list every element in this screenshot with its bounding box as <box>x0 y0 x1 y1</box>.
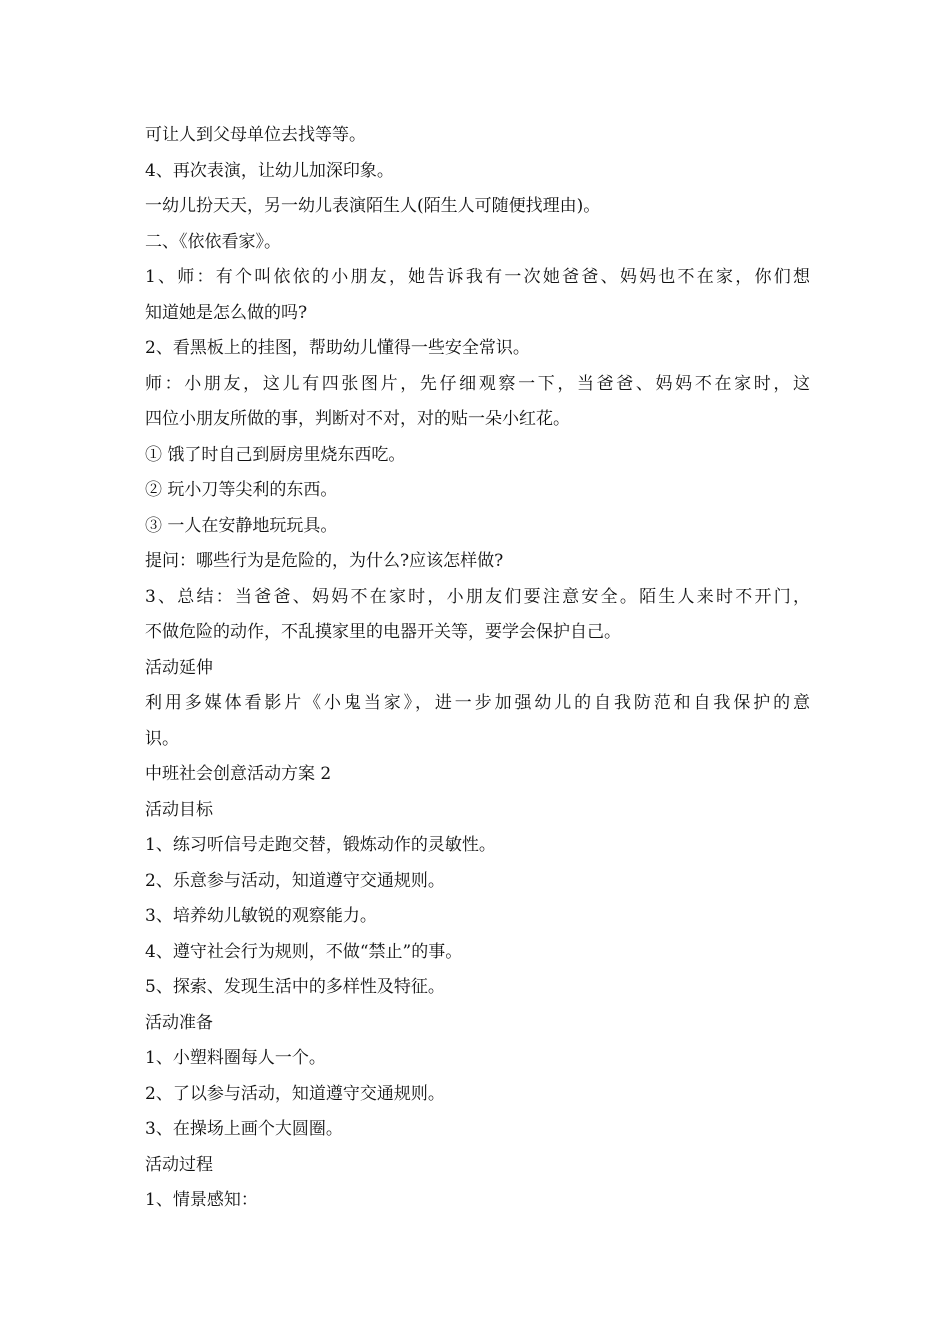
list-item: 5、探索、发现生活中的多样性及特征。 <box>145 977 445 997</box>
document-title: 中班社会创意活动方案 2 <box>145 764 332 784</box>
section-heading: 活动准备 <box>145 1012 213 1033</box>
list-item: 1、练习听信号走跑交替，锻炼动作的灵敏性。 <box>145 835 496 855</box>
text-line: 4、再次表演，让幼儿加深印象。 <box>145 160 394 181</box>
list-item: ② 玩小刀等尖利的东西。 <box>145 480 338 500</box>
text-line: 可让人到父母单位去找等等。 <box>145 125 366 145</box>
list-item: 3、培养幼儿敏锐的观察能力。 <box>145 906 377 926</box>
text-line: 识。 <box>145 728 179 749</box>
text-line: 提问：哪些行为是危险的，为什么?应该怎样做? <box>145 551 504 571</box>
list-item: 3、在操场上画个大圆圈。 <box>145 1119 343 1139</box>
list-item: 2、乐意参与活动，知道遵守交通规则。 <box>145 870 445 891</box>
text-line: 2、看黑板上的挂图，帮助幼儿懂得一些安全常识。 <box>145 338 530 358</box>
text-line: 1、师：有个叫依依的小朋友，她告诉我有一次她爸爸、妈妈也不在家，你们想 <box>145 267 810 287</box>
section-heading: 活动目标 <box>145 799 213 820</box>
text-line: 利用多媒体看影片《小鬼当家》，进一步加强幼儿的自我防范和自我保护的意 <box>145 693 810 713</box>
list-item: ① 饿了时自己到厨房里烧东西吃。 <box>145 444 406 465</box>
text-line: 四位小朋友所做的事，判断对不对，对的贴一朵小红花。 <box>145 409 570 429</box>
text-line: 知道她是怎么做的吗? <box>145 302 308 323</box>
text-line: 师：小朋友，这儿有四张图片，先仔细观察一下，当爸爸、妈妈不在家时，这 <box>145 373 810 394</box>
list-item: 1、情景感知： <box>145 1190 258 1210</box>
list-item: 4、遵守社会行为规则，不做“禁止”的事。 <box>145 941 463 962</box>
list-item: 1、小塑料圈每人一个。 <box>145 1048 326 1068</box>
section-heading: 二、《依依看家》。 <box>145 231 281 252</box>
section-heading: 活动延伸 <box>145 657 213 678</box>
text-line: 一幼儿扮天天，另一幼儿表演陌生人(陌生人可随便找理由)。 <box>145 196 601 216</box>
list-item: ③ 一人在安静地玩玩具。 <box>145 515 338 536</box>
text-line: 不做危险的动作，不乱摸家里的电器开关等，要学会保护自己。 <box>145 622 621 642</box>
document-body <box>145 118 810 1219</box>
text-line: 3、总结：当爸爸、妈妈不在家时，小朋友们要注意安全。陌生人来时不开门， <box>145 586 810 607</box>
section-heading: 活动过程 <box>145 1154 213 1175</box>
list-item: 2、了以参与活动，知道遵守交通规则。 <box>145 1083 445 1104</box>
